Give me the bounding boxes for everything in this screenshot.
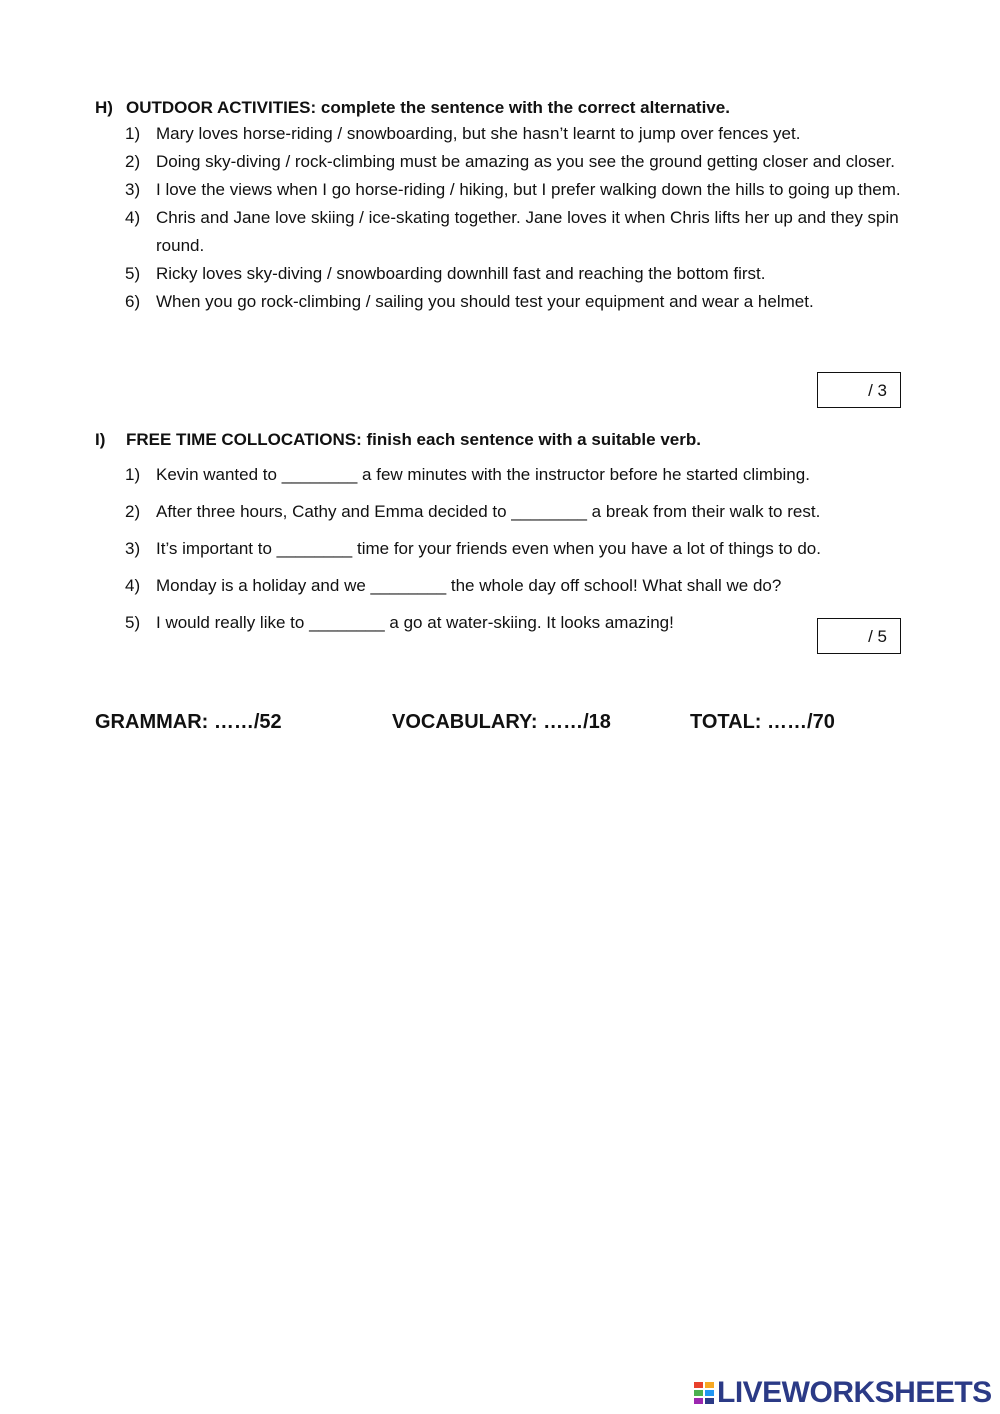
list-item xyxy=(125,572,915,600)
item-number: 5) xyxy=(125,613,141,632)
item-number: 2) xyxy=(125,152,141,171)
section-heading xyxy=(95,428,915,452)
list-item xyxy=(125,535,915,563)
item-number: 1) xyxy=(125,124,141,143)
logo-cell xyxy=(704,1389,715,1397)
logo-cell xyxy=(693,1381,704,1389)
liveworksheets-logo xyxy=(693,1376,992,1410)
item-text[interactable]: Mary loves horse-riding / snowboarding, but she hasn’t learnt to jump over fences yet. xyxy=(156,124,801,143)
item-text[interactable]: Kevin wanted to ________ a few minutes with the instructor before he started climbing. xyxy=(156,465,810,484)
section-letter: H) xyxy=(95,98,113,117)
list-item xyxy=(125,288,915,316)
section-letter: I) xyxy=(95,430,106,449)
list-item xyxy=(125,609,915,637)
item-text[interactable]: When you go rock-climbing / sailing you should test your equipment and wear a helmet. xyxy=(156,292,814,311)
logo-text: LIVEWORKSHEETS xyxy=(717,1376,992,1409)
list-item xyxy=(125,176,915,204)
item-number: 3) xyxy=(125,180,141,199)
item-number: 5) xyxy=(125,264,141,283)
item-text[interactable]: I love the views when I go horse-riding / hiking, but I prefer walking down the hills to going up them. xyxy=(156,180,901,199)
item-text[interactable]: Monday is a holiday and we ________ the whole day off school! What shall we do? xyxy=(156,576,782,595)
list-item xyxy=(125,498,915,526)
list-item xyxy=(125,120,915,148)
item-list xyxy=(125,120,915,316)
list-item xyxy=(125,204,915,260)
logo-cell xyxy=(704,1381,715,1389)
grammar-total: GRAMMAR: ……/52 xyxy=(95,711,282,733)
section-title: FREE TIME COLLOCATIONS: finish each sentence with a suitable verb. xyxy=(126,430,701,449)
section-outdoor-activities xyxy=(95,96,915,316)
item-text[interactable]: It’s important to ________ time for your friends even when you have a lot of things to do. xyxy=(156,539,821,558)
logo-cell xyxy=(693,1397,704,1405)
item-text[interactable]: Doing sky-diving / rock-climbing must be amazing as you see the ground getting closer and closer. xyxy=(156,152,895,171)
item-number: 3) xyxy=(125,539,141,558)
logo-grid-icon xyxy=(693,1381,715,1405)
item-text[interactable]: Ricky loves sky-diving / snowboarding downhill fast and reaching the bottom first. xyxy=(156,264,766,283)
list-item xyxy=(125,260,915,288)
list-item xyxy=(125,461,915,489)
vocabulary-total: VOCABULARY: ……/18 xyxy=(392,711,611,733)
overall-total: TOTAL: ……/70 xyxy=(690,711,835,733)
item-number: 4) xyxy=(125,576,141,595)
item-text[interactable]: After three hours, Cathy and Emma decided to ________ a break from their walk to rest. xyxy=(156,502,821,521)
section-title: OUTDOOR ACTIVITIES: complete the sentence with the correct alternative. xyxy=(126,98,730,117)
item-number: 4) xyxy=(125,208,141,227)
item-list xyxy=(125,461,915,637)
item-number: 6) xyxy=(125,292,141,311)
score-box: / 3 xyxy=(817,372,901,408)
item-text[interactable]: Chris and Jane love skiing / ice-skating together. Jane loves it when Chris lifts her up and they spin round. xyxy=(156,208,899,255)
section-heading xyxy=(95,96,915,120)
item-number: 2) xyxy=(125,502,141,521)
logo-cell xyxy=(693,1389,704,1397)
item-text[interactable]: I would really like to ________ a go at water-skiing. It looks amazing! xyxy=(156,613,674,632)
score-box: / 5 xyxy=(817,618,901,654)
logo-cell xyxy=(704,1397,715,1405)
item-number: 1) xyxy=(125,465,141,484)
list-item xyxy=(125,148,915,176)
section-free-time-collocations xyxy=(95,428,915,637)
